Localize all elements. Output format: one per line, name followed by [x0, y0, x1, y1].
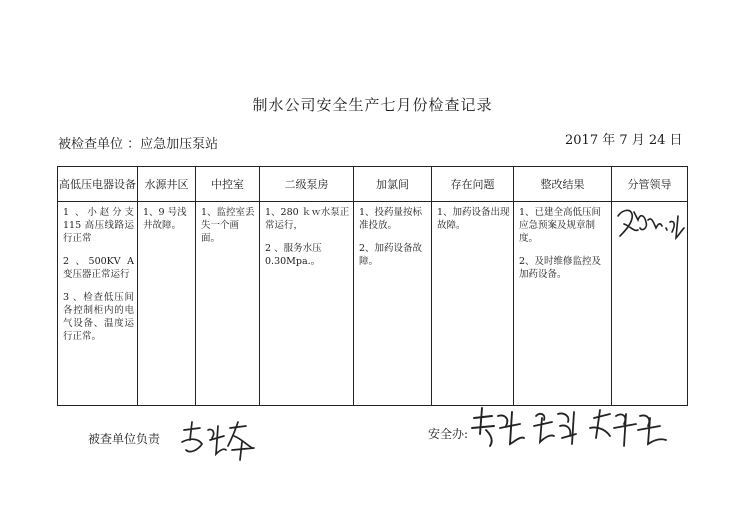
- table-header-row: [58, 167, 688, 202]
- cell-chlorine: [354, 202, 432, 406]
- cell-problems: [432, 202, 514, 406]
- col-header-pump: 二级泵房: [260, 167, 354, 202]
- col-header-leader: 分管领导: [612, 167, 688, 202]
- col-header-rectify: 整改结果: [514, 167, 612, 202]
- chlorine-item-1: 1、投药量按标准投放。: [359, 207, 423, 231]
- cell-well: [138, 202, 196, 406]
- rectify-item-2: 2、及时维修监控及加药设备。: [519, 256, 602, 280]
- cell-control: [196, 202, 260, 406]
- rectify-item-1: 1、已建全高低压间应急预案及规章制度。: [519, 207, 602, 244]
- responsible-label: 被查单位负责: [88, 432, 161, 446]
- table-row: [58, 202, 688, 406]
- safety-office-signatures: [470, 404, 670, 454]
- inspected-unit: 被检查单位 ：应急加压泵站: [58, 137, 219, 152]
- col-header-chlorine: 加氯间: [354, 167, 432, 202]
- control-item-1: 1、监控室丢失一个画面。: [201, 207, 255, 244]
- col-header-control: 中控室: [196, 167, 260, 202]
- cell-hv: [58, 202, 138, 406]
- cell-leader: [612, 202, 688, 406]
- well-item-1: 1、9 号浅井故障。: [143, 207, 187, 231]
- leader-signature: [612, 202, 686, 262]
- hv-item-3: 3 、检查低压间各控制柜内的电气设备、温度运行正常。: [63, 292, 134, 342]
- hv-item-1: 1 、小赵分支115 高压线路运行正常: [63, 207, 134, 244]
- pump-item-2: 2 、服务水压 0.30Mpa.。: [265, 243, 322, 267]
- inspection-table: [57, 166, 688, 406]
- cell-rectify: [514, 202, 612, 406]
- chlorine-item-2: 2、加药设备故障。: [359, 243, 423, 267]
- document-title: 制水公司安全生产七月份检查记录: [252, 96, 493, 114]
- pump-item-1: 1、280 ｋｗ水泵正常运行，: [265, 207, 350, 231]
- safety-office-label: 安全办:: [428, 427, 469, 441]
- col-header-well: 水源井区: [138, 167, 196, 202]
- col-header-hv: 高低压电器设备: [58, 167, 138, 202]
- problems-item-1: 1、加药设备出现故障。: [437, 207, 510, 231]
- cell-pump: [260, 202, 354, 406]
- hv-item-2: 2 、500KV A 变压器正常运行: [63, 256, 134, 280]
- col-header-problems: 存在问题: [432, 167, 514, 202]
- responsible-signature: [180, 420, 260, 464]
- inspection-date: 2017 年 7 月 24 日: [565, 133, 683, 148]
